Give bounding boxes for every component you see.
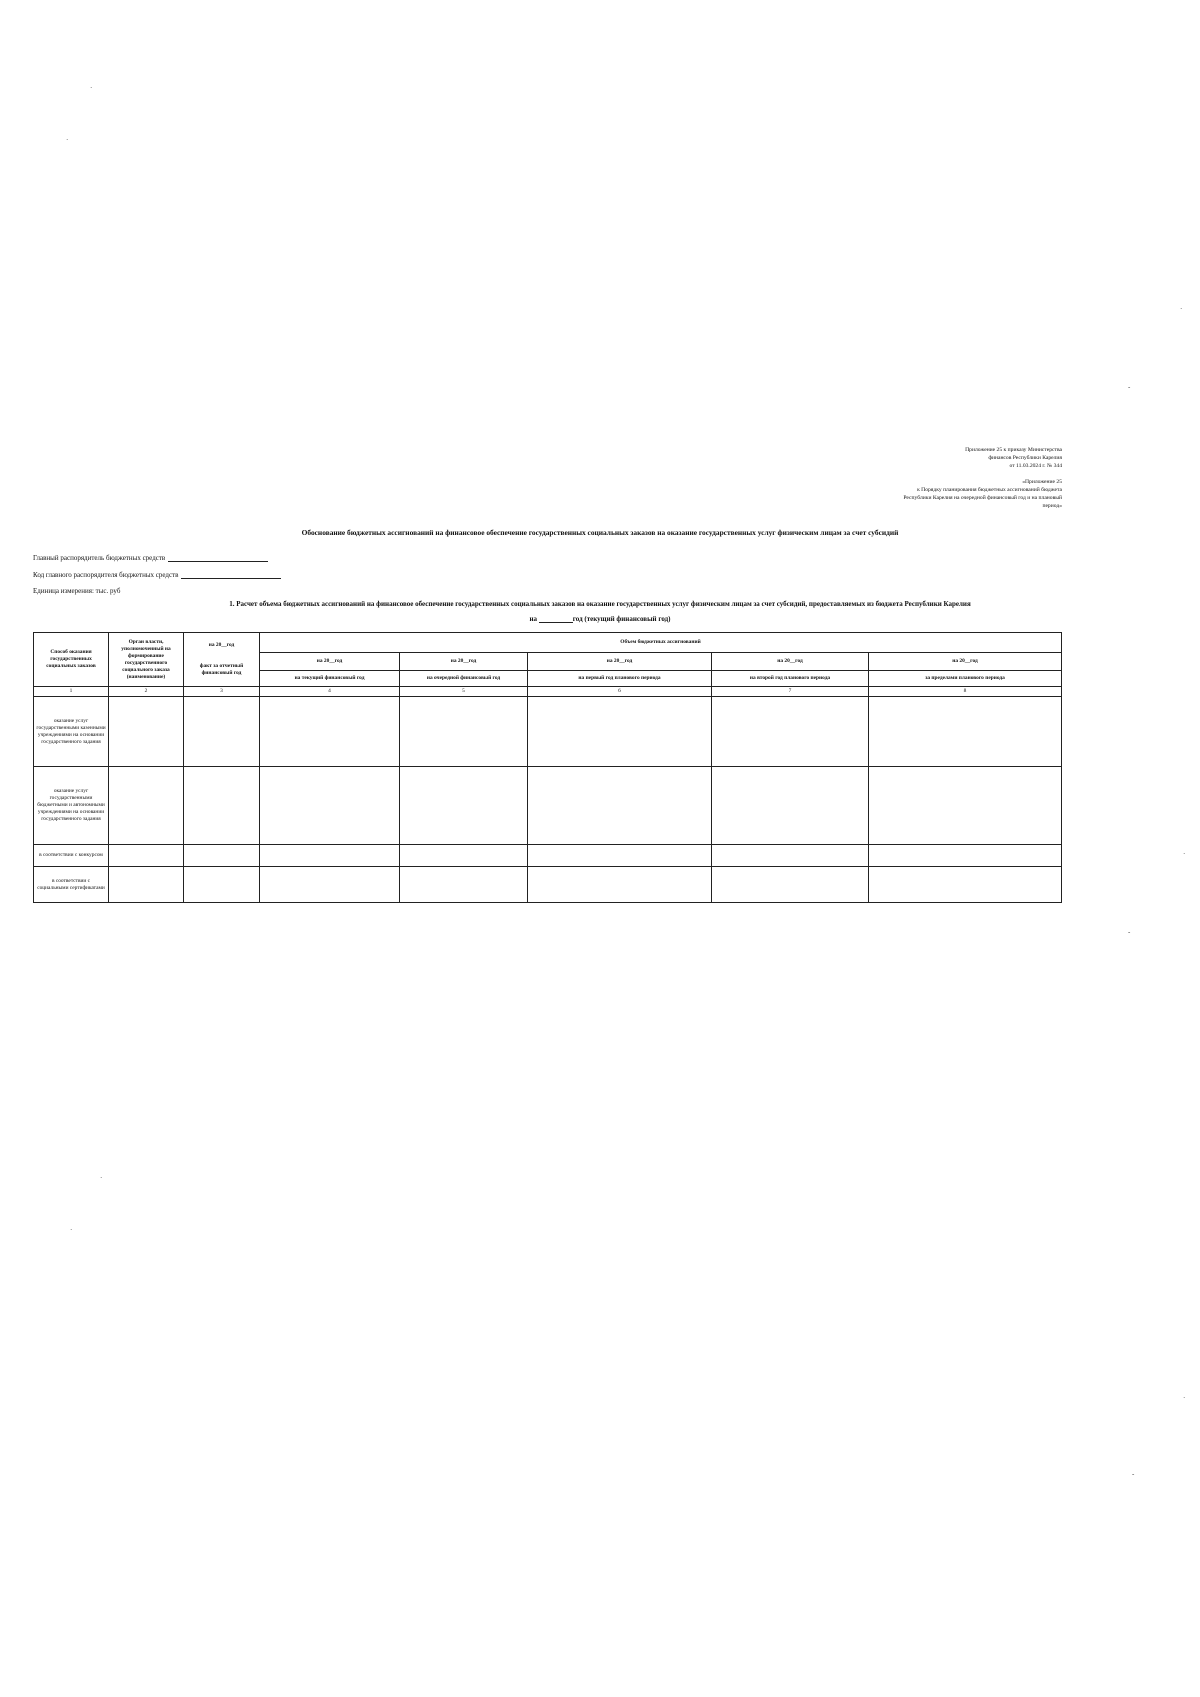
table-cell <box>400 867 528 903</box>
table-cell <box>109 697 184 767</box>
table-cell <box>528 867 712 903</box>
sub-header-period: на второй год планового периода <box>712 671 869 687</box>
manager-code-blank <box>181 570 281 579</box>
table-row <box>34 697 1062 767</box>
table-cell <box>184 845 260 867</box>
column-number: 7 <box>712 687 869 697</box>
table-cell <box>184 697 260 767</box>
appendix-line: от 11.03.2024 г. № 344 <box>1009 463 1062 469</box>
table-cell <box>869 845 1062 867</box>
scan-speck: - <box>1132 1470 1135 1478</box>
table-cell <box>712 867 869 903</box>
column-number: 5 <box>400 687 528 697</box>
sub-header-year: на 20__год <box>400 653 528 671</box>
row-label: в соответствии с социальными сертификатами <box>34 867 109 903</box>
table-cell <box>260 767 400 845</box>
col-header-fact-bottom: факт за отчетный финансовый год <box>199 663 244 676</box>
main-manager-blank <box>168 553 268 562</box>
sub-header-period: на текущий финансовый год <box>260 671 400 687</box>
col-header-method: Способ оказания государственных социальных заказов <box>34 633 109 687</box>
table-cell <box>260 867 400 903</box>
scan-speck: - <box>1128 928 1131 936</box>
row-label: в соответствии с конкурсом <box>34 845 109 867</box>
table-cell <box>184 867 260 903</box>
table-row <box>34 845 1062 867</box>
appendix-note <box>832 446 1062 470</box>
main-manager-field <box>33 553 268 562</box>
appendix-line: Республики Карелия на очередной финансовый год и на плановый <box>903 495 1062 501</box>
year-blank <box>539 614 573 623</box>
table-cell <box>184 767 260 845</box>
col-header-fact <box>184 633 260 687</box>
table-cell <box>109 867 184 903</box>
table-cell <box>869 867 1062 903</box>
table-row <box>34 767 1062 845</box>
scan-speck: · <box>90 84 93 92</box>
table-cell <box>712 845 869 867</box>
section-subtitle <box>0 614 1200 623</box>
scan-speck: - <box>1128 383 1131 391</box>
column-number: 3 <box>184 687 260 697</box>
table-cell <box>400 697 528 767</box>
scan-speck: · <box>100 1174 103 1182</box>
table-cell <box>260 845 400 867</box>
sub-header-period: за пределами планового периода <box>869 671 1062 687</box>
scan-speck: · <box>70 1226 73 1234</box>
table-cell <box>712 697 869 767</box>
units-label: Единица измерения: тыс. руб <box>33 587 121 595</box>
table-cell <box>528 845 712 867</box>
row-label: оказание услуг государственными бюджетными и автономными учреждениями на основании государственного задания <box>34 767 109 845</box>
scan-speck: · <box>66 136 69 144</box>
col-header-authority: Орган власти, уполномоченный на формирование государственного социального заказа (наименование) <box>109 633 184 687</box>
main-manager-label: Главный распорядитель бюджетных средств <box>33 554 166 562</box>
column-number-row <box>34 687 1062 697</box>
appendix-line: к Порядку планирования бюджетных ассигнований бюджета <box>917 487 1062 493</box>
column-number: 4 <box>260 687 400 697</box>
sub-header-period: на очередной финансовый год <box>400 671 528 687</box>
scan-speck: · <box>1183 850 1186 858</box>
column-number: 6 <box>528 687 712 697</box>
table-cell <box>712 767 869 845</box>
table-cell <box>260 697 400 767</box>
table-cell <box>109 767 184 845</box>
scan-speck: · <box>1180 305 1183 313</box>
appendix-note-procedure <box>792 478 1062 510</box>
subtitle-prefix: на <box>529 615 538 623</box>
appendix-line: период» <box>1042 503 1062 509</box>
column-number: 1 <box>34 687 109 697</box>
column-number: 8 <box>869 687 1062 697</box>
table-cell <box>109 845 184 867</box>
budget-table <box>33 632 1062 903</box>
scan-speck: · <box>1183 1394 1186 1402</box>
sub-header-period: на первый год планового периода <box>528 671 712 687</box>
manager-code-label: Код главного распорядителя бюджетных средств <box>33 571 179 579</box>
appendix-line: «Приложение 25 <box>1022 479 1062 485</box>
table-cell <box>528 697 712 767</box>
table-cell <box>400 845 528 867</box>
column-number: 2 <box>109 687 184 697</box>
appendix-line: финансов Республики Карелия <box>988 455 1062 461</box>
appendix-line: Приложение 25 к приказу Министерства <box>965 447 1062 453</box>
col-header-fact-top: на 20__год <box>208 642 235 648</box>
table-row <box>34 867 1062 903</box>
sub-header-year: на 20__год <box>712 653 869 671</box>
subtitle-suffix: год (текущий финансовый год) <box>572 615 671 623</box>
sub-header-year: на 20__год <box>528 653 712 671</box>
group-header-volume: Объем бюджетных ассигнований <box>260 633 1062 653</box>
sub-header-year: на 20__год <box>869 653 1062 671</box>
manager-code-field <box>33 570 281 579</box>
table-cell <box>869 767 1062 845</box>
section-title: 1. Расчет объема бюджетных ассигнований на финансовое обеспечение государственных социальных заказов на оказание государственных услуг физическим лицам за счет субсидий, предоставляемых из бюджета Республики Карелия <box>229 600 971 608</box>
table-cell <box>528 767 712 845</box>
row-label: оказание услуг государственными казенными учреждениями на основании государственного задания <box>34 697 109 767</box>
document-title: Обоснование бюджетных ассигнований на финансовое обеспечение государственных социальных заказов на оказание государственных услуг физическим лицам за счет субсидий <box>301 528 899 537</box>
sub-header-year: на 20__год <box>260 653 400 671</box>
table-cell <box>400 767 528 845</box>
table-cell <box>869 697 1062 767</box>
